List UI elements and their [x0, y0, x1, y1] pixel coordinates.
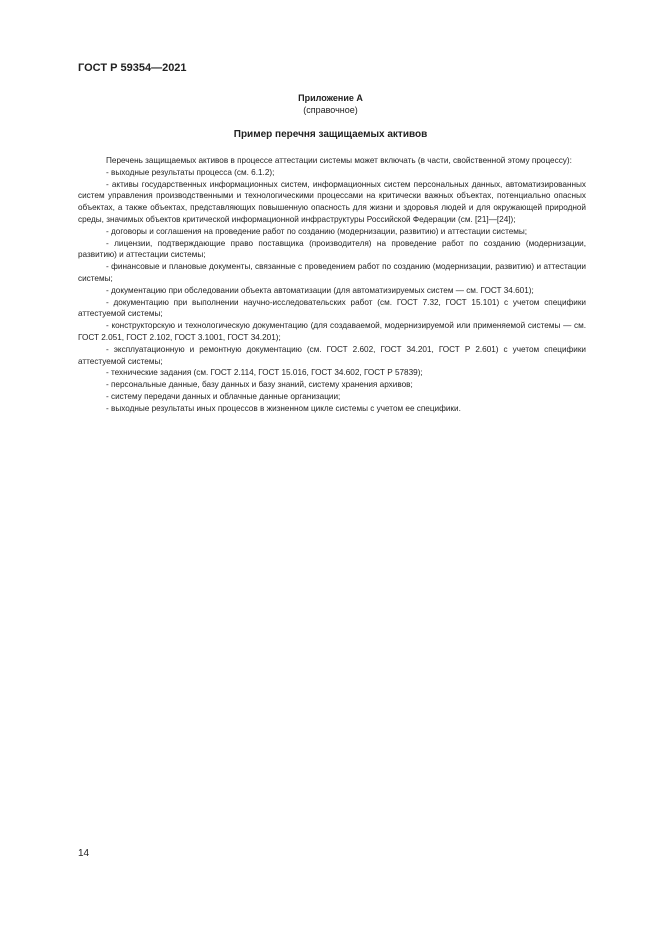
- intro-paragraph: Перечень защищаемых активов в процессе аттестации системы может включать (в части, свойственной этому процессу):: [106, 156, 572, 165]
- list-item: - выходные результаты иных процессов в жизненном цикле системы с учетом ее специфики.: [106, 403, 461, 413]
- page-number: 14: [78, 848, 90, 859]
- list-item: - выходные результаты процесса (см. 6.1.2);: [106, 167, 275, 177]
- list-item: - систему передачи данных и облачные данные организации;: [106, 391, 341, 401]
- body-text: [78, 155, 586, 415]
- list-item: - технические задания (см. ГОСТ 2.114, ГОСТ 15.016, ГОСТ 34.602, ГОСТ Р 57839);: [106, 368, 423, 378]
- appendix-title: Приложение А: [298, 93, 363, 103]
- list-item: - документацию при выполнении научно-исследовательских работ (см. ГОСТ 7.32, ГОСТ 15.101) с учетом специфики аттестуемой системы;: [78, 297, 586, 319]
- list-item: - эксплуатационную и ремонтную документацию (см. ГОСТ 2.602, ГОСТ 34.201, ГОСТ Р 2.601) с учетом специфики аттестуемой системы;: [78, 344, 586, 366]
- list-item: - активы государственных информационных систем, информационных систем персональных данных, автоматизированных систем управления производственными и технологическими процессами на критически важных объектах, потенциально опасных объектах, а также объектах, представляющих повышенную опасность для жизни и здоровья людей и для окружающей природной среды, значимых объектов критической информационной инфраструктуры Российской Федерации (см. [21]—[24]);: [78, 179, 586, 224]
- list-item: - лицензии, подтверждающие право поставщика (производителя) на проведение работ по созданию (модернизации, развитию) и аттестации системы;: [78, 238, 586, 260]
- section-heading: Пример перечня защищаемых активов: [233, 129, 428, 140]
- list-item: - договоры и соглашения на проведение работ по созданию (модернизации, развитию) и аттестации системы;: [106, 226, 528, 236]
- document-id: ГОСТ Р 59354—2021: [78, 62, 187, 74]
- list-item: - финансовые и плановые документы, связанные с проведением работ по созданию (модернизации, развитию) и аттестации системы;: [78, 262, 586, 283]
- list-item: - документацию при обследовании объекта автоматизации (для автоматизируемых систем — см. ГОСТ 34.601);: [106, 285, 534, 295]
- list-item: - конструкторскую и технологическую документацию (для создаваемой, модернизируемой или применяемой системы — см. ГОСТ 2.051, ГОСТ 2.102, ГОСТ 3.1001, ГОСТ 34.201);: [78, 321, 586, 342]
- list-item: - персональные данные, базу данных и базу знаний, систему хранения архивов;: [106, 380, 413, 390]
- appendix-subtitle: (справочное): [303, 105, 358, 115]
